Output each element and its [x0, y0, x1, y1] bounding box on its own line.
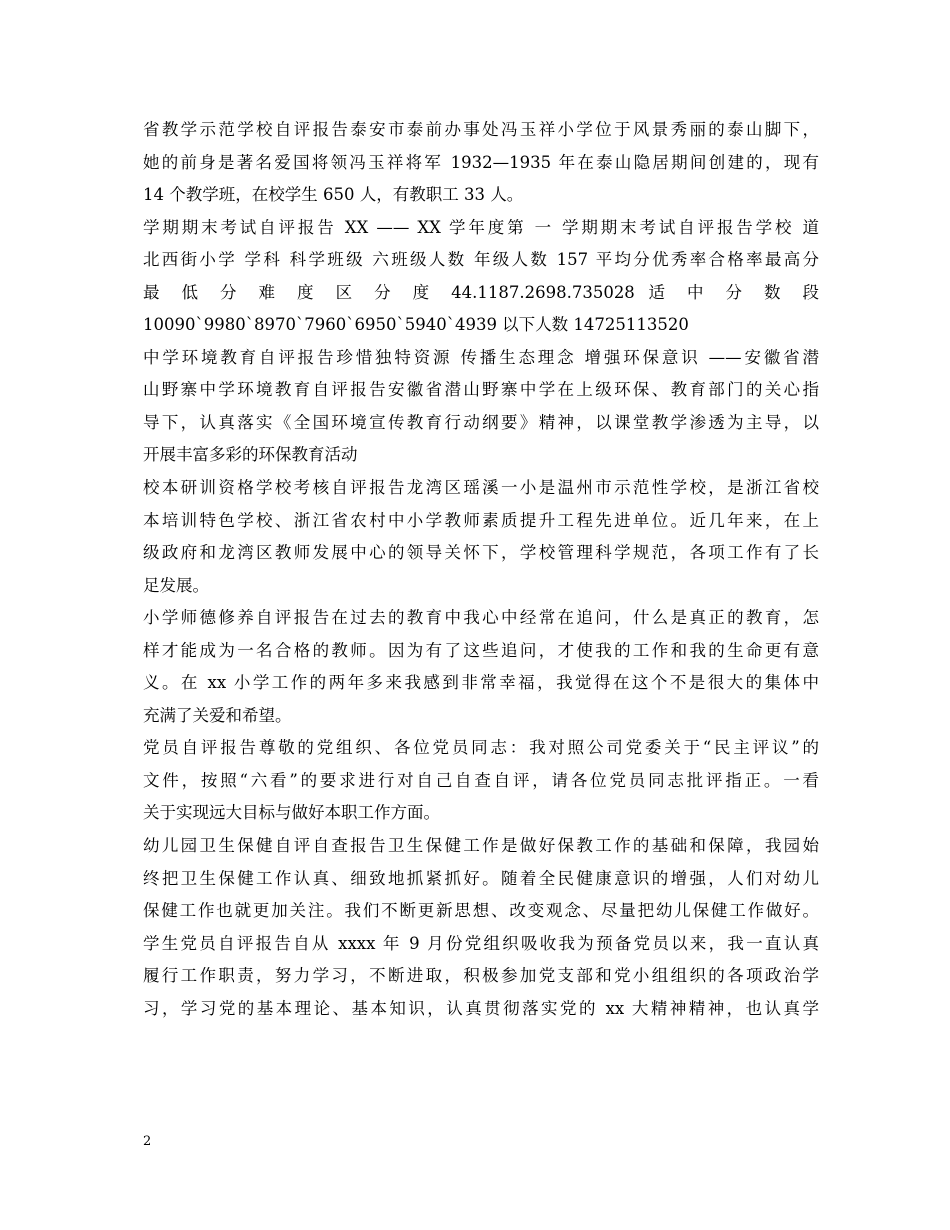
document-body — [143, 114, 819, 1025]
text-line: 履行工作职责，努力学习，不断进取，积极参加党支部和党小组组织的各项政治学 — [143, 966, 819, 986]
text-line: 学生党员自评报告自从 xxxx 年 9 月份党组织吸收我为预备党员以来，我一直认真 — [143, 933, 819, 953]
text-line: 中学环境教育自评报告珍惜独特资源 传播生态理念 增强环保意识 ——安徽省潜 — [143, 347, 819, 367]
text-line: 学期期末考试自评报告 XX —— XX 学年度第 一 学期期末考试自评报告学校 道 — [143, 217, 819, 237]
text-line: 习，学习党的基本理论、基本知识，认真贯彻落实党的 xx 大精神精神，也认真学 — [143, 998, 819, 1018]
text-line: 14 个教学班，在校学生 650 人，有教职工 33 人。 — [143, 185, 524, 205]
text-line: 党员自评报告尊敬的党组织、各位党员同志：我对照公司党委关于“民主评议”的 — [143, 738, 819, 758]
text-line: 最 低 分 难 度 区 分 度 44.1187.2698.735028 适 中 分 数 段 — [143, 282, 819, 302]
text-line: 她的前身是著名爱国将领冯玉祥将军 1932—1935 年在泰山隐居期间创建的，现有 — [143, 152, 819, 172]
text-line: 终把卫生保健工作认真、细致地抓紧抓好。随着全民健康意识的增强，人们对幼儿 — [143, 868, 819, 888]
text-line: 充满了关爱和希望。 — [143, 705, 292, 725]
text-line: 省教学示范学校自评报告泰安市泰前办事处冯玉祥小学位于风景秀丽的泰山脚下， — [143, 120, 819, 139]
text-line: 本培训特色学校、浙江省农村中小学教师素质提升工程先进单位。近几年来，在上 — [143, 510, 819, 530]
text-line: 幼儿园卫生保健自评自查报告卫生保健工作是做好保教工作的基础和保障，我园始 — [143, 836, 819, 856]
text-line: 样才能成为一名合格的教师。因为有了这些追问，才使我的工作和我的生命更有意 — [143, 640, 819, 660]
text-line: 小学师德修养自评报告在过去的教育中我心中经常在追问，什么是真正的教育，怎 — [143, 608, 819, 628]
page-number: 2 — [143, 1134, 152, 1149]
text-line: 北西街小学 学科 科学班级 六班级人数 年级人数 157 平均分优秀率合格率最高分 — [143, 250, 819, 270]
text-line: 10090`9980`8970`7960`6950`5940`4939 以下人数 14725113520 — [143, 315, 689, 335]
text-line: 导下，认真落实《全国环境宣传教育行动纲要》精神，以课堂教学渗透为主导，以 — [143, 412, 819, 432]
text-line: 义。在 xx 小学工作的两年多来我感到非常幸福，我觉得在这个不是很大的集体中 — [143, 673, 819, 693]
text-line: 级政府和龙湾区教师发展中心的领导关怀下，学校管理科学规范，各项工作有了长 — [143, 543, 819, 563]
text-line: 校本研训资格学校考核自评报告龙湾区瑶溪一小是温州市示范性学校，是浙江省校 — [143, 478, 819, 498]
text-line: 文件，按照“六看”的要求进行对自己自查自评，请各位党员同志批评指正。一看 — [143, 770, 819, 790]
text-line: 关于实现远大目标与做好本职工作方面。 — [143, 803, 440, 823]
text-line: 足发展。 — [143, 575, 209, 595]
text-line: 保健工作也就更加关注。我们不断更新思想、改变观念、尽量把幼儿保健工作做好。 — [143, 901, 819, 921]
text-line: 山野寨中学环境教育自评报告安徽省潜山野寨中学在上级环保、教育部门的关心指 — [143, 380, 819, 400]
text-line: 开展丰富多彩的环保教育活动 — [143, 445, 358, 465]
